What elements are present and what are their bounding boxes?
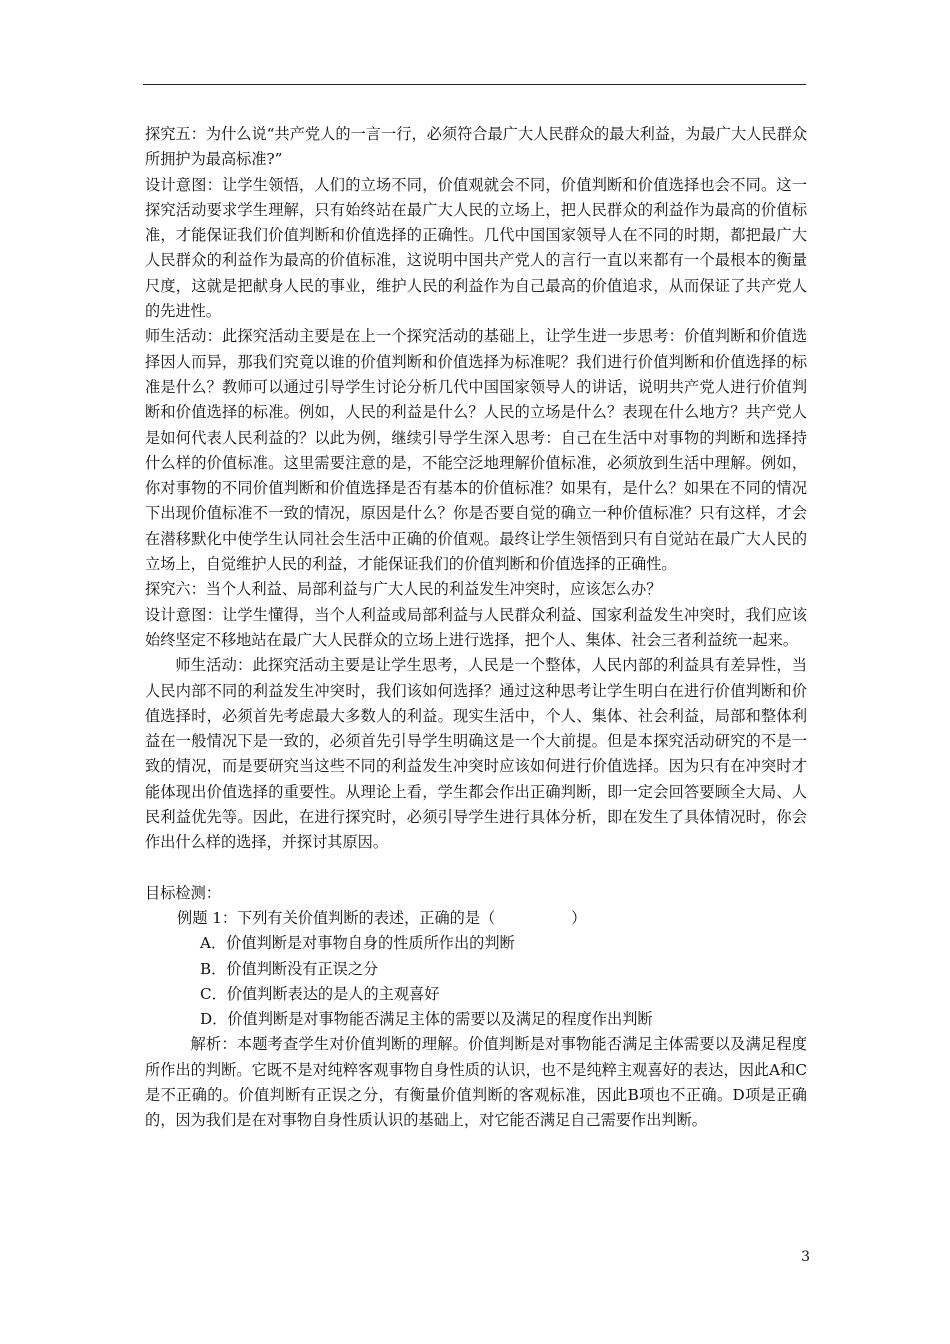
option-a: A．价值判断是对事物自身的性质所作出的判断 (200, 934, 515, 953)
explore5-design-intent: 设计意图：让学生领悟，人们的立场不同，价值观就会不同，价值判断和价值选择也会不同。这一探究活动要求学生理解，只有始终站在最广大人民的立场上，把人民群众的利益作为最高的价值标准，才能保证我们价值判断和价值选择的正确性。几代中国国家领导人在不同的时期，都把最广大人民群众的利益作为最高的价值标准，这说明中国共产党人的言行一直以来都有一个最根本的衡量尺度，这就是把献身人民的事业，维护人民的利益作为自己最高的价值追求，从而保证了共产党人的先进性。 (145, 175, 807, 321)
explore6-design-intent: 设计意图：让学生懂得，当个人利益或局部利益与人民群众利益、国家利益发生冲突时，我们应该始终坚定不移地站在最广大人民群众的立场上进行选择，把个人、集体、社会三者利益统一起来。 (145, 605, 807, 649)
option-d: D．价值判断是对事物能否满足主体的需要以及满足的程度作出判断 (200, 1010, 653, 1029)
section-gap (145, 856, 807, 881)
header-rule (143, 84, 806, 85)
option-b: B．价值判断没有正误之分 (200, 959, 379, 978)
explore5-title: 探究五：为什么说“共产党人的一言一行，必须符合最广大人民群众的最大利益，为最广大人民群众所拥护为最高标准?” (145, 125, 807, 169)
assessment-heading: 目标检测： (145, 883, 221, 902)
document-body (145, 122, 807, 1134)
explore6-title: 探究六：当个人利益、局部利益与广大人民的利益发生冲突时，应该怎么办？ (145, 580, 662, 599)
example-question-stem: 例题 1：下列有关价值判断的表述，正确的是（ ） (177, 908, 587, 927)
explore6-teacher-student-activity: 师生活动：此探究活动主要是让学生思考，人民是一个整体，人民内部的利益具有差异性，当人民内部不同的利益发生冲突时，我们该如何选择？通过这种思考让学生明白在进行价值判断和价值选择时，必须首先考虑最大多数人的利益。现实生活中，个人、集体、社会利益，局部和整体利益在一般情况下是一致的，必须首先引导学生明确这是一个大前提。但是本探究活动研究的不是一致的情况，而是要研究当这些不同的利益发生冲突时应该如何进行价值选择。因为只有在冲突时才能体现出价值选择的重要性。从理论上看，学生都会作出正确判断，即一定会回答要顾全大局、人民利益优先等。因此，在进行探究时，必须引导学生进行具体分析，即在发生了具体情况时，你会作出什么样的选择，并探讨其原因。 (145, 656, 807, 852)
option-c: C．价值判断表达的是人的主观喜好 (200, 984, 440, 1003)
page-number: 3 (801, 1249, 810, 1265)
explore5-teacher-student-activity: 师生活动：此探究活动主要是在上一个探究活动的基础上，让学生进一步思考：价值判断和价值选择因人而异，那我们究竟以谁的价值判断和价值选择为标准呢？我们进行价值判断和价值选择的标准是什么？教师可以通过引导学生讨论分析几代中国国家领导人的讲话，说明共产党人进行价值判断和价值选择的标准。例如，人民的利益是什么？人民的立场是什么？表现在什么地方？共产党人是如何代表人民利益的？以此为例，继续引导学生深入思考：自己在生活中对事物的判断和选择持什么样的价值标准。这里需要注意的是，不能空泛地理解价值标准，必须放到生活中理解。例如，你对事物的不同价值判断和价值选择是否有基本的价值标准？如果有，是什么？如果在不同的情况下出现价值标准不一致的情况，原因是什么？你是否要自觉的确立一种价值标准？只有这样，才会在潜移默化中使学生认同社会生活中正确的价值观。最终让学生领悟到只有自觉站在最广大人民的立场上，自觉维护人民的利益，才能保证我们的价值判断和价值选择的正确性。 (145, 327, 807, 574)
answer-analysis: 解析：本题考查学生对价值判断的理解。价值判断是对事物能否满足主体需要以及满足程度所作出的判断。它既不是对纯粹客观事物自身性质的认识，也不是纯粹主观喜好的表达，因此A和C是不正确的。价值判断有正误之分，有衡量价值判断的客观标准，因此B项也不正确。D项是正确的，因为我们是在对事物自身性质认识的基础上，对它能否满足自己需要作出判断。 (145, 1035, 807, 1130)
